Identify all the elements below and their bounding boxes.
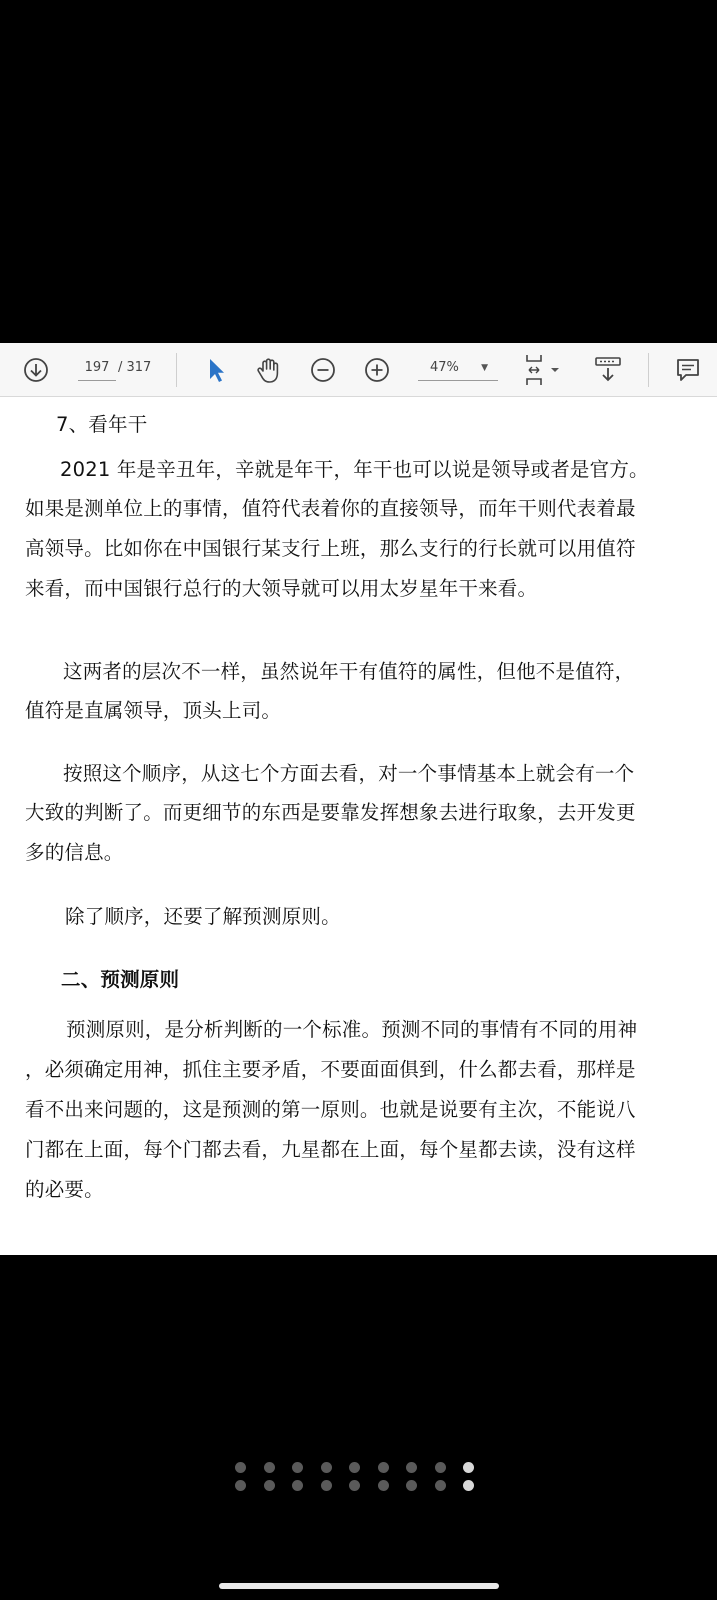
pdf-toolbar	[0, 343, 717, 397]
pager-dot[interactable]	[463, 1480, 474, 1491]
pager-dot[interactable]	[349, 1462, 360, 1473]
pager-dot[interactable]	[321, 1480, 332, 1491]
pager-dot[interactable]	[292, 1462, 303, 1473]
text-line: 按照这个顺序，从这七个方面去看，对一个事情基本上就会有一个	[63, 762, 635, 785]
image-pager	[235, 1462, 485, 1502]
pager-dot[interactable]	[406, 1480, 417, 1491]
pager-dot[interactable]	[321, 1462, 332, 1473]
home-indicator[interactable]	[219, 1583, 499, 1589]
text-line: 多的信息。	[25, 841, 124, 864]
hand-pan-icon[interactable]	[252, 343, 286, 397]
chevron-down-icon: ▼	[481, 363, 488, 373]
text-line: 来看，而中国银行总行的大领导就可以用太岁星年干来看。	[25, 577, 538, 600]
pager-dot[interactable]	[378, 1462, 389, 1473]
zoom-value: 47%	[430, 360, 459, 375]
pager-dot[interactable]	[235, 1462, 246, 1473]
toolbar-divider	[648, 353, 649, 387]
text-line: 7、看年干	[56, 413, 148, 436]
text-line: 如果是测单位上的事情，值符代表着你的直接领导，而年干则代表着最	[25, 497, 636, 520]
download-circle-icon[interactable]	[18, 343, 54, 397]
page-number-input[interactable]: 197	[78, 356, 116, 381]
zoom-select[interactable]	[418, 356, 498, 381]
text-line: 除了顺序，还要了解预测原则。	[65, 905, 341, 928]
section-heading: 二、预测原则	[61, 968, 180, 991]
pager-dot[interactable]	[264, 1480, 275, 1491]
pager-dot[interactable]	[435, 1462, 446, 1473]
zoom-out-icon[interactable]	[306, 343, 340, 397]
text-line: 值符是直属领导，顶头上司。	[25, 699, 282, 722]
document-page	[0, 397, 717, 1255]
zoom-in-icon[interactable]	[360, 343, 394, 397]
pager-dot[interactable]	[463, 1462, 474, 1473]
pager-dot[interactable]	[378, 1480, 389, 1491]
text-line: 的必要。	[25, 1178, 104, 1201]
fit-page-icon[interactable]	[520, 343, 566, 397]
pager-dot[interactable]	[292, 1480, 303, 1491]
pager-dot[interactable]	[235, 1480, 246, 1491]
text-line: ，必须确定用神，抓住主要矛盾，不要面面俱到，什么都去看，那样是	[25, 1058, 636, 1081]
text-line: 大致的判断了。而更细节的东西是要靠发挥想象去进行取象，去开发更	[25, 801, 636, 824]
page-total-label: / 317	[118, 360, 152, 375]
text-line: 看不出来问题的，这是预测的第一原则。也就是说要有主次，不能说八	[25, 1098, 636, 1121]
pager-dot[interactable]	[349, 1480, 360, 1491]
text-line: 2021 年是辛丑年，辛就是年干，年干也可以说是领导或者是官方。	[60, 458, 649, 481]
text-line: 高领导。比如你在中国银行某支行上班，那么支行的行长就可以用值符	[25, 537, 636, 560]
read-mode-icon[interactable]	[590, 343, 626, 397]
pager-dot[interactable]	[435, 1480, 446, 1491]
text-line: 预测原则，是分析判断的一个标准。预测不同的事情有不同的用神	[66, 1018, 638, 1041]
select-cursor-icon[interactable]	[200, 343, 232, 397]
pager-dot[interactable]	[406, 1462, 417, 1473]
pager-dot[interactable]	[264, 1462, 275, 1473]
toolbar-divider	[176, 353, 177, 387]
text-line: 门都在上面，每个门都去看，九星都在上面，每个星都去读，没有这样	[25, 1138, 636, 1161]
comment-icon[interactable]	[670, 343, 706, 397]
text-line: 这两者的层次不一样，虽然说年干有值符的属性，但他不是值符，	[63, 660, 635, 683]
